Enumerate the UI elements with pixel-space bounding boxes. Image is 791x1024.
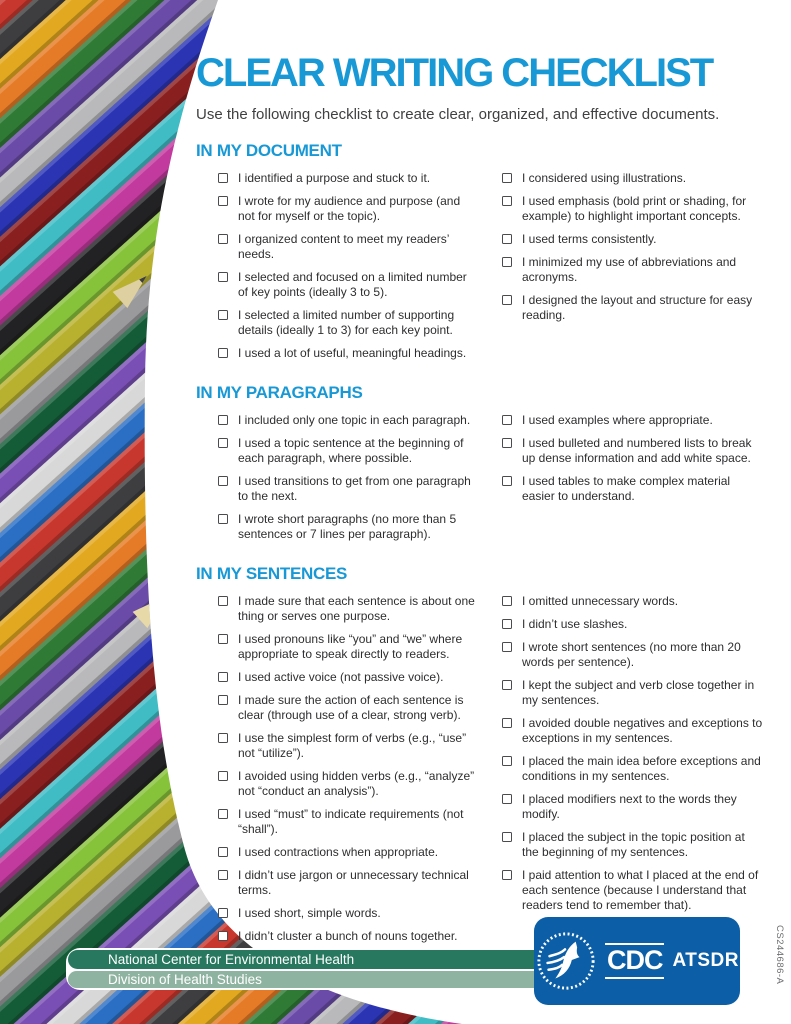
checklist-item — [218, 413, 480, 428]
checklist-item — [502, 868, 764, 913]
checkbox-icon — [502, 476, 512, 486]
checklist-item-text: I included only one topic in each paragraph. — [238, 413, 471, 427]
checklist-item-text: I minimized my use of abbreviations and acronyms. — [522, 255, 737, 284]
checklist-item — [218, 845, 480, 860]
checkbox-icon — [502, 794, 512, 804]
checklist-item-text: I used examples where appropriate. — [522, 413, 713, 427]
checklist-item-text: I didn’t use jargon or unnecessary technical terms. — [238, 868, 469, 897]
checklist-item-text: I kept the subject and verb close together in my sentences. — [522, 678, 755, 707]
checklist-item — [502, 594, 764, 609]
checklist-item-text: I selected and focused on a limited number of key points (ideally 3 to 5). — [238, 270, 467, 299]
checklist-item — [502, 792, 764, 822]
checklist-item — [502, 830, 764, 860]
checkbox-icon — [218, 733, 228, 743]
checkbox-icon — [502, 756, 512, 766]
sections — [196, 141, 762, 952]
checkbox-icon — [502, 596, 512, 606]
checklist-item — [218, 594, 480, 624]
checklist-column-right — [502, 171, 764, 369]
checkbox-icon — [218, 695, 228, 705]
checklist-section — [196, 564, 762, 952]
checklist-item — [502, 617, 764, 632]
checkbox-icon — [502, 718, 512, 728]
checkbox-icon — [218, 847, 228, 857]
checklist-item-text: I used terms consistently. — [522, 232, 657, 246]
checkbox-icon — [502, 173, 512, 183]
document-number: CS244686-A — [774, 925, 785, 985]
checkbox-icon — [218, 771, 228, 781]
checklist-item — [502, 194, 764, 224]
checklist-section — [196, 383, 762, 550]
division-label: Division of Health Studies — [108, 972, 262, 987]
checklist-item-text: I placed the subject in the topic position at the beginning of my sentences. — [522, 830, 745, 859]
section-columns — [196, 413, 762, 550]
checklist-item — [218, 906, 480, 921]
checklist-item — [502, 232, 764, 247]
checklist-item — [218, 807, 480, 837]
checklist-item — [218, 929, 480, 944]
checklist-item-text: I used bulleted and numbered lists to break up dense information and add white space. — [522, 436, 752, 465]
checkbox-icon — [218, 234, 228, 244]
checkbox-icon — [502, 642, 512, 652]
checklist-item-text: I didn’t use slashes. — [522, 617, 628, 631]
section-heading: IN MY SENTENCES — [196, 564, 348, 583]
checklist-item — [502, 171, 764, 186]
checklist-item-text: I selected a limited number of supporting details (ideally 1 to 3) for each key point. — [238, 308, 455, 337]
cdc-atsdr-logo — [534, 917, 740, 1005]
checklist-item — [502, 716, 764, 746]
checklist-item-text: I wrote short paragraphs (no more than 5 sentences or 7 lines per paragraph). — [238, 512, 457, 541]
checklist-item-text: I used pronouns like “you” and “we” where appropriate to speak directly to readers. — [238, 632, 463, 661]
section-heading: IN MY DOCUMENT — [196, 141, 342, 160]
checklist-item-text: I placed modifiers next to the words they modify. — [522, 792, 737, 821]
checkbox-icon — [502, 295, 512, 305]
section-columns — [196, 594, 762, 952]
checklist-item — [218, 346, 480, 361]
section-columns — [196, 171, 762, 369]
checkbox-icon — [218, 514, 228, 524]
checklist-item — [218, 693, 480, 723]
checkbox-icon — [502, 234, 512, 244]
checkbox-icon — [218, 908, 228, 918]
checklist-item-text: I designed the layout and structure for easy reading. — [522, 293, 753, 322]
checklist-item — [502, 678, 764, 708]
checklist-item — [218, 512, 480, 542]
main-content — [196, 52, 762, 966]
checkbox-icon — [218, 809, 228, 819]
checkbox-icon — [502, 870, 512, 880]
org-name-label: National Center for Environmental Health — [108, 952, 355, 967]
checklist-item-text: I used tables to make complex material easier to understand. — [522, 474, 731, 503]
checklist-item-text: I wrote short sentences (no more than 20 words per sentence). — [522, 640, 741, 669]
checklist-item — [218, 436, 480, 466]
checkbox-icon — [218, 415, 228, 425]
checklist-item — [502, 474, 764, 504]
checklist-item — [218, 670, 480, 685]
atsdr-logo-text: ATSDR — [672, 950, 740, 971]
checklist-item — [502, 413, 764, 428]
checklist-item — [502, 293, 764, 323]
checklist-item-text: I placed the main idea before exceptions and conditions in my sentences. — [522, 754, 761, 783]
checklist-item-text: I use the simplest form of verbs (e.g., “use” not “utilize”). — [238, 731, 467, 760]
checkbox-icon — [502, 257, 512, 267]
checklist-item-text: I used active voice (not passive voice). — [238, 670, 444, 684]
checklist-item-text: I paid attention to what I placed at the end of each sentence (because I understand that readers tend to remember that). — [522, 868, 759, 912]
checklist-item — [218, 171, 480, 186]
checklist-column-left — [218, 171, 480, 369]
checkbox-icon — [502, 196, 512, 206]
checklist-section — [196, 141, 762, 369]
checklist-column-left — [218, 594, 480, 952]
checklist-item — [218, 232, 480, 262]
checklist-item-text: I wrote for my audience and purpose (and not for myself or the topic). — [238, 194, 461, 223]
checklist-item-text: I used short, simple words. — [238, 906, 381, 920]
checklist-item-text: I didn’t cluster a bunch of nouns together. — [238, 929, 458, 943]
checklist-item-text: I avoided double negatives and exceptions to exceptions in my sentences. — [522, 716, 763, 745]
checklist-column-right — [502, 594, 764, 952]
checklist-item-text: I identified a purpose and stuck to it. — [238, 171, 431, 185]
checkbox-icon — [218, 931, 228, 941]
checkbox-icon — [218, 476, 228, 486]
hhs-eagle-icon — [535, 930, 597, 992]
checklist-item — [502, 436, 764, 466]
checkbox-icon — [218, 310, 228, 320]
page-subtitle: Use the following checklist to create clear, organized, and effective documents. — [196, 106, 720, 123]
checkbox-icon — [502, 619, 512, 629]
section-heading: IN MY PARAGRAPHS — [196, 383, 363, 402]
checkbox-icon — [502, 438, 512, 448]
checkbox-icon — [502, 832, 512, 842]
checklist-item — [218, 270, 480, 300]
checklist-item-text: I used a lot of useful, meaningful headings. — [238, 346, 467, 360]
checkbox-icon — [218, 438, 228, 448]
checklist-item-text: I used contractions when appropriate. — [238, 845, 439, 859]
checklist-item — [218, 769, 480, 799]
checkbox-icon — [218, 870, 228, 880]
checklist-item-text: I organized content to meet my readers’ needs. — [238, 232, 449, 261]
checklist-item-text: I used a topic sentence at the beginning of each paragraph, where possible. — [238, 436, 464, 465]
page-title: CLEAR WRITING CHECKLIST — [196, 51, 713, 95]
checkbox-icon — [502, 415, 512, 425]
checkbox-icon — [218, 634, 228, 644]
checklist-item — [502, 640, 764, 670]
checkbox-icon — [502, 680, 512, 690]
checklist-item — [218, 731, 480, 761]
checklist-item — [218, 632, 480, 662]
checklist-item — [502, 754, 764, 784]
checklist-item-text: I considered using illustrations. — [522, 171, 687, 185]
checkbox-icon — [218, 272, 228, 282]
checklist-item — [502, 255, 764, 285]
checklist-item — [218, 868, 480, 898]
checklist-item — [218, 308, 480, 338]
checklist-column-right — [502, 413, 764, 550]
checklist-item — [218, 194, 480, 224]
checklist-item-text: I made sure the action of each sentence is clear (through use of a clear, strong verb). — [238, 693, 464, 722]
checklist-column-left — [218, 413, 480, 550]
checkbox-icon — [218, 596, 228, 606]
checklist-item-text: I used transitions to get from one paragraph to the next. — [238, 474, 471, 503]
checklist-item-text: I used emphasis (bold print or shading, for example) to highlight important concepts. — [522, 194, 747, 223]
checklist-item-text: I avoided using hidden verbs (e.g., “analyze” not “conduct an analysis”). — [238, 769, 475, 798]
checklist-item-text: I omitted unnecessary words. — [522, 594, 679, 608]
checklist-item — [218, 474, 480, 504]
checklist-item-text: I used “must” to indicate requirements (not “shall”). — [238, 807, 464, 836]
checkbox-icon — [218, 196, 228, 206]
checkbox-icon — [218, 173, 228, 183]
cdc-logo-text: CDC — [605, 943, 665, 979]
checklist-item-text: I made sure that each sentence is about one thing or serves one purpose. — [238, 594, 475, 623]
checkbox-icon — [218, 348, 228, 358]
checkbox-icon — [218, 672, 228, 682]
